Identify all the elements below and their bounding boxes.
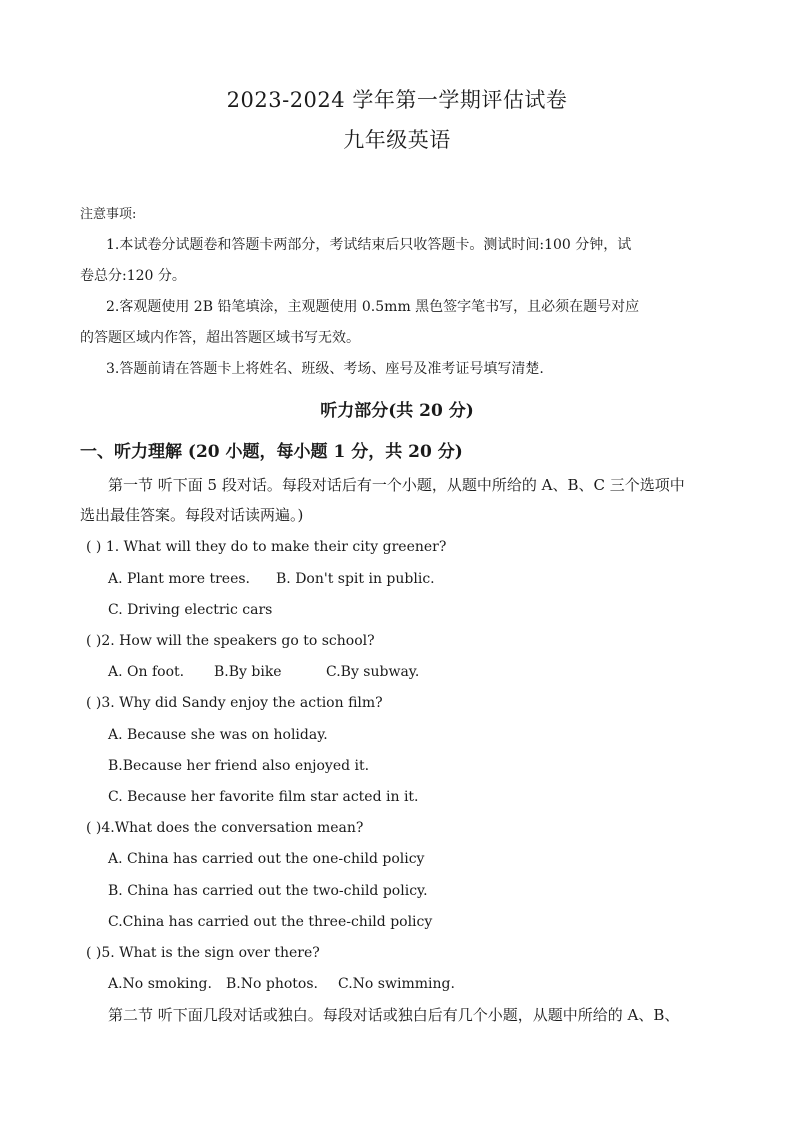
notice-item-1-line-2: 卷总分:120 分。	[80, 268, 186, 284]
exam-subtitle: 九年级英语	[343, 128, 451, 152]
question-5-option-c[interactable]: C.No swimming.	[338, 976, 455, 992]
question-1-options-row-1	[108, 569, 435, 589]
question-3-stem: ( )3. Why did Sandy enjoy the action film?	[86, 695, 383, 711]
part-one-title: 一、听力理解 (20 小题，每小题 1 分，共 20 分)	[80, 442, 463, 462]
question-3-option-b[interactable]: B.Because her friend also enjoyed it.	[108, 758, 370, 774]
section-two-instruction-line-1: 第二节 听下面几段对话或独白。每段对话或独白后有几个小题，从题中所给的 A、B、	[108, 1006, 680, 1024]
question-3-option-a[interactable]: A. Because she was on holiday.	[108, 727, 328, 743]
notice-item-3: 3.答题前请在答题卡上将姓名、班级、考场、座号及准考证号填写清楚.	[106, 361, 544, 377]
question-5-option-b[interactable]: B.No photos.	[226, 976, 318, 992]
notice-item-2-line-1: 2.客观题使用 2B 铅笔填涂，主观题使用 0.5mm 黑色签字笔书写，且必须在题号对应	[106, 299, 640, 315]
question-3-option-c[interactable]: C. Because her favorite film star acted in it.	[108, 789, 419, 805]
question-1-option-a[interactable]: A. Plant more trees.	[108, 571, 251, 587]
question-1-stem: ( ) 1. What will they do to make their city greener?	[86, 539, 447, 555]
notice-item-2-line-2: 的答题区域内作答，超出答题区域书写无效。	[80, 330, 360, 346]
question-2-stem: ( )2. How will the speakers go to school?	[86, 633, 375, 649]
question-5-option-a[interactable]: A.No smoking.	[108, 976, 212, 992]
section-one-instruction-line-1: 第一节 听下面 5 段对话。每段对话后有一个小题，从题中所给的 A、B、C 三个选项中	[108, 476, 685, 494]
question-4-stem: ( )4.What does the conversation mean?	[86, 820, 364, 836]
question-5-options-row-1	[108, 974, 455, 994]
question-1-option-c[interactable]: C. Driving electric cars	[108, 602, 273, 618]
notice-item-1-line-1: 1.本试卷分试题卷和答题卡两部分，考试结束后只收答题卡。测试时间:100 分钟，试	[106, 237, 632, 253]
question-2-option-c[interactable]: C.By subway.	[326, 664, 420, 680]
listening-section-title: 听力部分(共 20 分)	[320, 401, 474, 421]
question-4-option-b[interactable]: B. China has carried out the two-child policy.	[108, 883, 428, 899]
exam-title: 2023-2024 学年第一学期评估试卷	[226, 88, 568, 112]
question-4-option-a[interactable]: A. China has carried out the one-child policy	[108, 851, 425, 867]
notice-heading: 注意事项:	[80, 207, 137, 222]
question-1-option-b[interactable]: B. Don't spit in public.	[276, 571, 435, 587]
question-5-stem: ( )5. What is the sign over there?	[86, 945, 320, 961]
question-4-option-c[interactable]: C.China has carried out the three-child policy	[108, 914, 433, 930]
question-2-options-row-1	[108, 662, 419, 682]
section-one-instruction-line-2: 选出最佳答案。每段对话读两遍。)	[80, 506, 304, 524]
question-2-option-b[interactable]: B.By bike	[214, 664, 282, 680]
question-2-option-a[interactable]: A. On foot.	[108, 664, 185, 680]
